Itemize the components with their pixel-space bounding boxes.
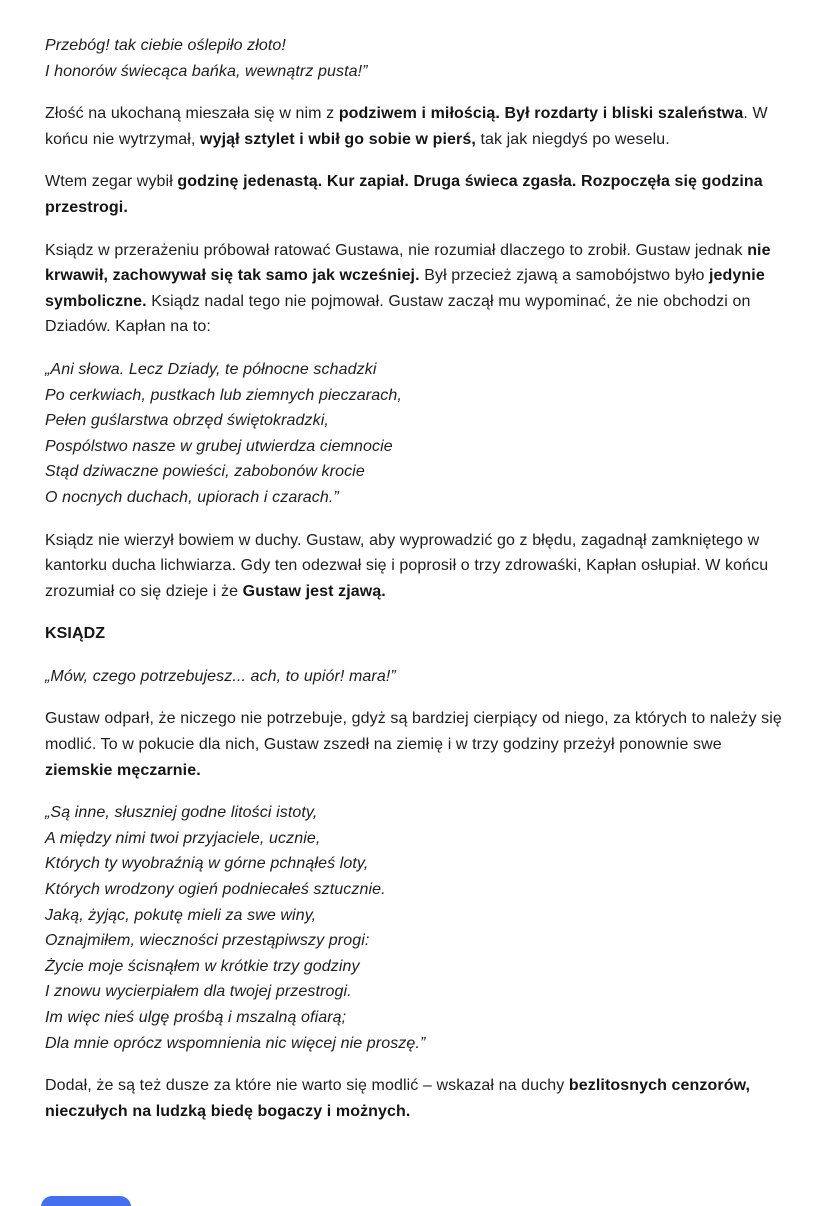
paragraph: Ksiądz nie wierzył bowiem w duchy. Gustaw, aby wyprowadzić go z błędu, zagadnął zamkniętego w kantorku ducha lichwiarza. Gdy ten odezwał się i poprosił o trzy zdrowaśki, Kapłan osłupiał. W końcu zrozumiał co się dzieje i że Gustaw jest zjawą. [45,531,769,600]
paragraph: Ksiądz w przerażeniu próbował ratować Gustawa, nie rozumiał dlaczego to zrobił. Gustaw jednak nie krwawił, zachowywał się tak samo jak wcześniej. Był przecież zjawą a samobójstwo było jedynie symboliczne. Ksiądz nadal tego nie pojmował. Gustaw zaczął mu wypominać, że nie obchodzi on Dziadów. Kapłan na to: [45,241,771,336]
verse-block: Przebóg! tak ciebie oślepiło złoto! I honorów świecąca bańka, wewnątrz pusta!” [45,37,368,80]
verse-block: „Ani słowa. Lecz Dziady, te północne schadzki Po cerkwiach, pustkach lub ziemnych pieczarach, Pełen guślarstwa obrzęd świętokradzki, Pospólstwo nasze w grubej utwierdza ciemnocie Stąd dziwaczne powieści, zabobonów krocie O nocnych duchach, upiorach i czarach.” [45,360,402,506]
section-heading: KSIĄDZ [45,625,106,643]
floating-action-button-partial[interactable] [41,1196,131,1206]
paragraph: Dodał, że są też dusze za które nie warto się modlić – wskazał na duchy bezlitosnych cenzorów, nieczułych na ludzką biedę bogaczy i możnych. [45,1077,751,1120]
paragraph: Złość na ukochaną mieszała się w nim z podziwem i miłością. Był rozdarty i bliski szaleństwa. W końcu nie wytrzymał, wyjął sztylet i wbił go sobie w pierś, tak jak niegdyś po weselu. [45,105,768,148]
verse-block: „Są inne, słuszniej godne litości istoty, A między nimi twoi przyjaciele, ucznie, Których ty wyobraźnią w górne pchnąłeś loty, Których wrodzony ogień podniecałeś sztucznie. Jaką, żyjąc, pokutę mieli za swe winy, Oznajmiłem, wieczności przestąpiwszy progi: Życie moje ścisnąłem w krótkie trzy godziny I znowu wycierpiałem dla twojej przestrogi. Im więc nieś ulgę prośbą i mszalną ofiarą; Dla mnie oprócz wspomnienia nic więcej nie proszę.” [45,804,426,1052]
paragraph: Wtem zegar wybił godzinę jedenastą. Kur zapiał. Druga świeca zgasła. Rozpoczęła się godzina przestrogi. [45,173,763,216]
paragraph: Gustaw odparł, że niczego nie potrzebuje, gdyż są bardziej cierpiący od niego, za których to należy się modlić. To w pokucie dla nich, Gustaw zszedł na ziemię i w trzy godziny przeżył ponownie swe ziemskie męczarnie. [45,710,782,779]
verse-block: „Mów, czego potrzebujesz... ach, to upiór! mara!” [45,667,396,685]
document-content [45,33,782,1141]
